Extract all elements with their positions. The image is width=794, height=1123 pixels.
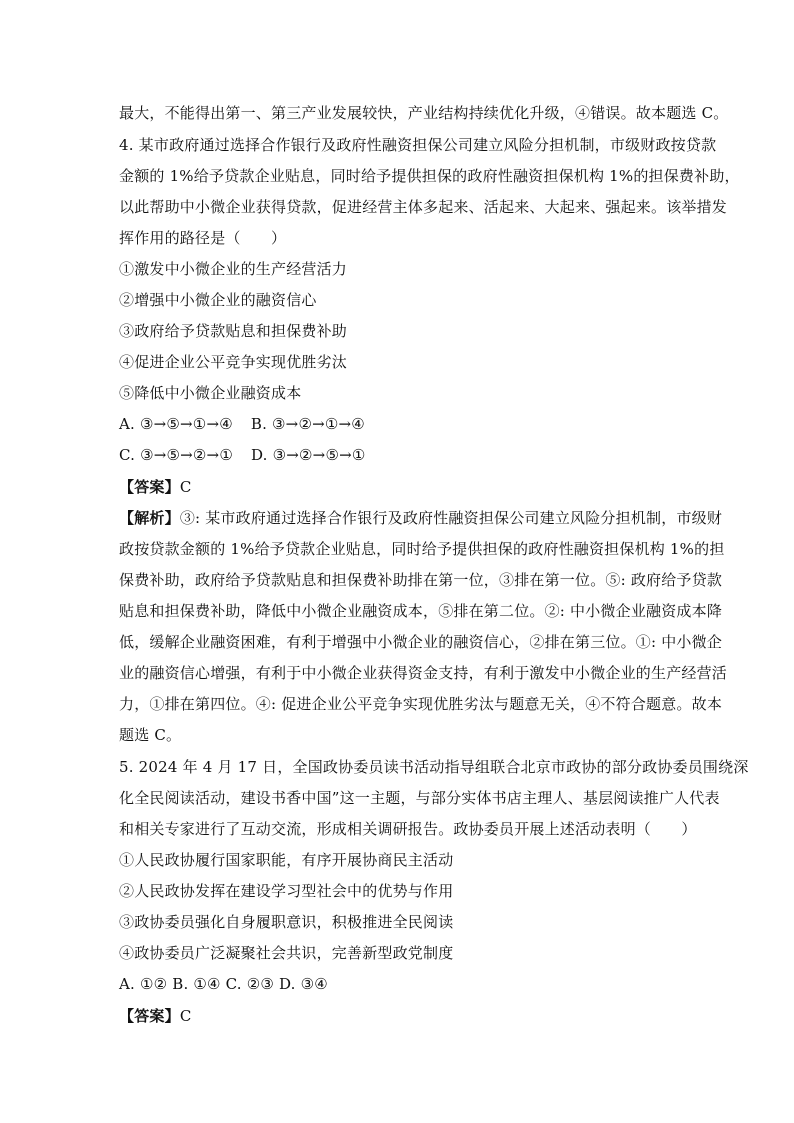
- question-4-explanation: 业的融资信心增强，有利于中小微企业获得资金支持，有利于激发中小微企业的生产经营活: [119, 664, 728, 682]
- question-4-stem: 以此帮助中小微企业获得贷款，促进经营主体多起来、活起来、大起来、强起来。该举措发: [119, 198, 728, 216]
- explanation-text: ③: 某市政府通过选择合作银行及政府性融资担保公司建立风险分担机制，市级财: [179, 509, 723, 527]
- question-4-stem: 4. 某市政府通过选择合作银行及政府性融资担保公司建立风险分担机制，市级财政按贷款: [119, 136, 717, 154]
- question-4-explanation: 力，①排在第四位。④: 促进企业公平竞争实现优胜劣汰与题意无关，④不符合题意。故本: [119, 695, 723, 713]
- question-4-explanation: [119, 508, 722, 528]
- answer-tag: 【答案】: [119, 1007, 180, 1025]
- question-4-explanation: 贴息和担保费补助，降低中小微企业融资成本，⑤排在第二位。②: 中小微企业融资成本降: [119, 602, 723, 620]
- question-4-explanation: 保费补助，政府给予贷款贴息和担保费补助排在第一位，③排在第一位。⑤: 政府给予贷款: [119, 571, 723, 589]
- question-4-explanation: 政按贷款金额的 1%给予贷款企业贴息，同时给予提供担保的政府性融资担保机构 1%的担: [119, 540, 725, 558]
- question-5-statement: ②人民政协发挥在建设学习型社会中的优势与作用: [119, 882, 454, 900]
- question-5-stem: 5. 2024 年 4 月 17 日，全国政协委员读书活动指导组联合北京市政协的部分政协委员围绕深: [119, 758, 749, 776]
- question-4-statement: ①激发中小微企业的生产经营活力: [119, 260, 348, 278]
- question-5-statement: ③政协委员强化自身履职意识，积极推进全民阅读: [119, 913, 454, 931]
- question-5-options: A. ①② B. ①④ C. ②③ D. ③④: [119, 975, 328, 993]
- question-4-statement: ③政府给予贷款贴息和担保费补助: [119, 322, 348, 340]
- question-5-statement: ①人民政协履行国家职能，有序开展协商民主活动: [119, 851, 454, 869]
- option-d: D. ③→②→⑤→①: [250, 446, 366, 464]
- question-4-explanation: 题选 C。: [119, 726, 182, 744]
- question-4-statement: ②增强中小微企业的融资信心: [119, 291, 317, 309]
- text-line: 最大，不能得出第一、第三产业发展较快，产业结构持续优化升级，④错误。故本题选 C。: [119, 104, 729, 122]
- question-4-explanation: 低，缓解企业融资困难，有利于增强中小微企业的融资信心，②排在第三位。①: 中小微企: [119, 633, 723, 651]
- explanation-tag: 【解析】: [119, 509, 180, 527]
- question-4-stem: 挥作用的路径是（ ）: [119, 229, 287, 247]
- question-4-answer: [119, 477, 192, 497]
- question-4-stem: 金额的 1%给予贷款企业贴息，同时给予提供担保的政府性融资担保机构 1%的担保费补助，: [119, 167, 740, 185]
- answer-tag: 【答案】: [119, 478, 180, 496]
- option-c: C. ③→⑤→②→①: [119, 446, 233, 464]
- question-5-stem: 化全民阅读活动，建设书香中国”这一主题，与部分实体书店主理人、基层阅读推广人代表: [119, 789, 720, 807]
- answer-value: C: [179, 478, 192, 496]
- question-5-stem: 和相关专家进行了互动交流，形成相关调研报告。政协委员开展上述活动表明（ ）: [119, 820, 697, 838]
- question-5-answer: [119, 1006, 192, 1026]
- question-4-statement: ④促进企业公平竞争实现优胜劣汰: [119, 353, 348, 371]
- answer-value: C: [179, 1007, 192, 1025]
- option-b: B. ③→②→①→④: [250, 415, 365, 433]
- question-4-statement: ⑤降低中小微企业融资成本: [119, 384, 302, 402]
- question-5-statement: ④政协委员广泛凝聚社会共识，完善新型政党制度: [119, 944, 454, 962]
- question-4-options-row: [119, 445, 366, 465]
- option-a: A. ③→⑤→①→④: [119, 415, 233, 433]
- question-4-options-row: [119, 414, 365, 434]
